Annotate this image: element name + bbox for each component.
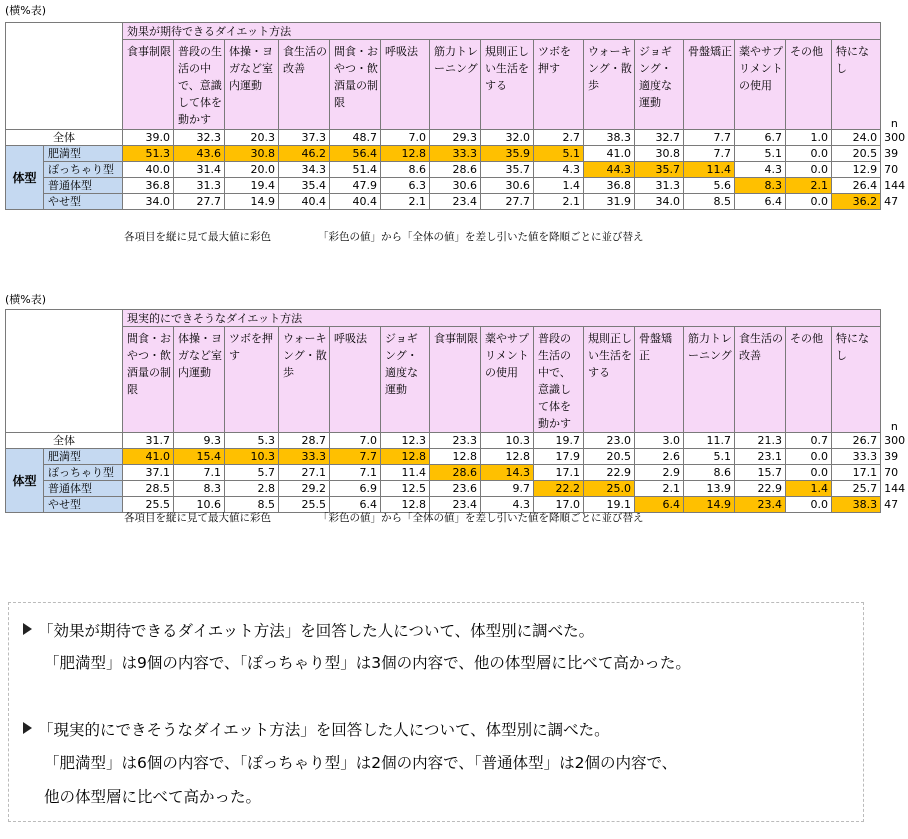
table-cell: 17.1 — [534, 465, 584, 481]
table-cell: 12.3 — [381, 433, 430, 449]
table-cell: 25.5 — [123, 497, 174, 513]
table-cell: 22.9 — [584, 465, 635, 481]
table-cell: 9.3 — [174, 433, 225, 449]
table-cell: 10.3 — [481, 433, 534, 449]
table-cell: 6.9 — [330, 481, 381, 497]
table-cell: 20.3 — [225, 130, 279, 146]
table-cell: 2.8 — [225, 481, 279, 497]
table-cell: 37.1 — [123, 465, 174, 481]
table-cell: 23.6 — [430, 481, 481, 497]
table-cell: 2.1 — [635, 481, 684, 497]
highlighted-cell: 44.3 — [584, 162, 635, 178]
n-value: 39 — [884, 147, 899, 160]
table-cell: 23.3 — [430, 433, 481, 449]
data-table-2 — [5, 309, 908, 513]
row-label: 普通体型 — [44, 481, 123, 497]
table-cell: 40.4 — [330, 194, 381, 210]
column-header: 規則正しい生活をする — [481, 40, 534, 130]
table-cell: 11.4 — [381, 465, 430, 481]
table-cell: 24.0 — [832, 130, 881, 146]
table-cell: 36.8 — [123, 178, 174, 194]
highlighted-cell: 8.3 — [735, 178, 786, 194]
table-cell: 32.3 — [174, 130, 225, 146]
highlighted-cell: 11.4 — [684, 162, 735, 178]
table-cell: 2.1 — [381, 194, 430, 210]
n-header: n — [881, 23, 908, 130]
highlighted-cell: 46.2 — [279, 146, 330, 162]
table-cell: 8.5 — [225, 497, 279, 513]
table-cell: 0.0 — [786, 497, 832, 513]
table-cell: 34.3 — [279, 162, 330, 178]
column-header: 薬やサプリメントの使用 — [481, 327, 534, 433]
table-cell: 19.7 — [534, 433, 584, 449]
group-label: 体型 — [6, 146, 44, 210]
table-cell: 35.7 — [481, 162, 534, 178]
table-cell: 47.9 — [330, 178, 381, 194]
highlighted-cell: 22.2 — [534, 481, 584, 497]
table-cell: 20.0 — [225, 162, 279, 178]
table-cell: 12.9 — [832, 162, 881, 178]
table-cell: 10.6 — [174, 497, 225, 513]
table-cell: 32.0 — [481, 130, 534, 146]
column-header: 普段の生活の中で、意識して体を動かす — [534, 327, 584, 433]
table-cell: 2.7 — [534, 130, 584, 146]
note-1b: 「彩色の値」から「全体の値」を差し引いた値を降順ごとに並び替え — [318, 231, 644, 243]
row-label: やせ型 — [44, 497, 123, 513]
column-header: 呼吸法 — [381, 40, 430, 130]
column-header: 呼吸法 — [330, 327, 381, 433]
table-cell: 23.1 — [735, 449, 786, 465]
table-cell: 15.7 — [735, 465, 786, 481]
row-label: ぽっちゃり型 — [44, 465, 123, 481]
column-header: 骨盤矯正 — [684, 40, 735, 130]
corner-cell — [6, 310, 123, 433]
table-cell: 4.3 — [481, 497, 534, 513]
row-label: 肥満型 — [44, 449, 123, 465]
column-header: ウォーキング・散歩 — [584, 40, 635, 130]
table-cell: 5.6 — [684, 178, 735, 194]
table-cell: 23.4 — [430, 497, 481, 513]
column-header: ツボを押す — [534, 40, 584, 130]
highlighted-cell: 38.3 — [832, 497, 881, 513]
table-row — [6, 146, 908, 162]
highlighted-cell: 28.6 — [430, 465, 481, 481]
column-header: ツボを押す — [225, 327, 279, 433]
table-cell: 8.6 — [684, 465, 735, 481]
table-cell: 31.3 — [635, 178, 684, 194]
table-cell: 34.0 — [123, 194, 174, 210]
table-cell: 25.5 — [279, 497, 330, 513]
unit-label-1: (横%表) — [5, 4, 47, 17]
highlighted-cell: 5.1 — [534, 146, 584, 162]
summary-text-3: 「現実的にできそうなダイエット方法」を回答した人について、体型別に調べた。 — [38, 721, 610, 739]
table-cell: 7.1 — [330, 465, 381, 481]
table-cell: 27.7 — [481, 194, 534, 210]
table-cell: 39.0 — [123, 130, 174, 146]
table-title: 効果が期待できるダイエット方法 — [123, 23, 881, 40]
table-cell: 29.3 — [430, 130, 481, 146]
n-value: 70 — [884, 466, 899, 479]
highlighted-cell: 15.4 — [174, 449, 225, 465]
table-cell: 20.5 — [832, 146, 881, 162]
table-cell: 12.5 — [381, 481, 430, 497]
table-cell: 8.5 — [684, 194, 735, 210]
column-header: 筋力トレーニング — [684, 327, 735, 433]
table-cell: 7.0 — [381, 130, 430, 146]
table-cell: 0.0 — [786, 449, 832, 465]
table-cell: 8.6 — [381, 162, 430, 178]
table-cell: 12.8 — [381, 497, 430, 513]
n-value: 144 — [884, 482, 906, 495]
table-cell: 30.8 — [635, 146, 684, 162]
note-2a: 各項目を縦に見て最大値に彩色 — [124, 512, 271, 524]
column-header: 骨盤矯正 — [635, 327, 684, 433]
table-row — [6, 178, 908, 194]
table-cell: 22.9 — [735, 481, 786, 497]
table-row — [6, 449, 908, 465]
table-cell: 0.0 — [786, 465, 832, 481]
column-header: 普段の生活の中で、意識して体を動かす — [174, 40, 225, 130]
summary-line-2: 「肥満型」は9個の内容で、「ぽっちゃり型」は3個の内容で、他の体型層に比べて高かった。 — [44, 654, 691, 672]
table-cell: 40.0 — [123, 162, 174, 178]
summary-line-5: 他の体型層に比べて高かった。 — [44, 788, 262, 806]
table-cell: 26.7 — [832, 433, 881, 449]
table-cell: 7.7 — [684, 130, 735, 146]
summary-line-4: 「肥満型」は6個の内容で、「ぽっちゃり型」は2個の内容で、「普通体型」は2個の内容で、 — [44, 754, 678, 772]
highlighted-cell: 43.6 — [174, 146, 225, 162]
table-cell: 19.1 — [584, 497, 635, 513]
table-cell: 31.9 — [584, 194, 635, 210]
table-cell: 38.3 — [584, 130, 635, 146]
n-header: n — [881, 310, 908, 433]
table-cell: 3.0 — [635, 433, 684, 449]
note-1a: 各項目を縦に見て最大値に彩色 — [124, 231, 271, 243]
highlighted-cell: 36.2 — [832, 194, 881, 210]
column-header: 特になし — [832, 40, 881, 130]
column-header: 特になし — [832, 327, 881, 433]
table-cell: 8.3 — [174, 481, 225, 497]
table-cell: 2.9 — [635, 465, 684, 481]
n-value: 144 — [884, 179, 906, 192]
table-cell: 5.3 — [225, 433, 279, 449]
n-value: 47 — [884, 195, 899, 208]
table-cell: 4.3 — [534, 162, 584, 178]
table-cell: 13.9 — [684, 481, 735, 497]
note-2b: 「彩色の値」から「全体の値」を差し引いた値を降順ごとに並び替え — [318, 512, 644, 524]
table-cell: 17.0 — [534, 497, 584, 513]
table-cell: 27.1 — [279, 465, 330, 481]
summary-line-3 — [23, 720, 610, 740]
table-cell: 35.4 — [279, 178, 330, 194]
summary-text-1: 「効果が期待できるダイエット方法」を回答した人について、体型別に調べた。 — [38, 622, 595, 640]
n-value: 300 — [884, 131, 906, 144]
highlighted-cell: 51.3 — [123, 146, 174, 162]
table-cell: 12.8 — [481, 449, 534, 465]
highlighted-cell: 41.0 — [123, 449, 174, 465]
table-cell: 19.4 — [225, 178, 279, 194]
table-cell: 1.0 — [786, 130, 832, 146]
table-cell: 17.1 — [832, 465, 881, 481]
highlighted-cell: 10.3 — [225, 449, 279, 465]
row-label: 肥満型 — [44, 146, 123, 162]
table-cell: 30.6 — [430, 178, 481, 194]
table-cell: 34.0 — [635, 194, 684, 210]
highlighted-cell: 25.0 — [584, 481, 635, 497]
table-cell: 6.4 — [735, 194, 786, 210]
table-cell: 41.0 — [584, 146, 635, 162]
column-header: 食生活の改善 — [735, 327, 786, 433]
highlighted-cell: 14.3 — [481, 465, 534, 481]
highlighted-cell: 33.3 — [279, 449, 330, 465]
row-label: やせ型 — [44, 194, 123, 210]
table-cell: 23.0 — [584, 433, 635, 449]
table-cell: 40.4 — [279, 194, 330, 210]
highlighted-cell: 2.1 — [786, 178, 832, 194]
table-cell: 21.3 — [735, 433, 786, 449]
table-cell: 31.4 — [174, 162, 225, 178]
highlighted-cell: 6.4 — [635, 497, 684, 513]
n-value: 47 — [884, 498, 899, 511]
column-header: 間食・おやつ・飲酒量の制限 — [330, 40, 381, 130]
table-cell: 28.6 — [430, 162, 481, 178]
table-cell: 6.3 — [381, 178, 430, 194]
column-header: 間食・おやつ・飲酒量の制限 — [123, 327, 174, 433]
table-cell: 11.7 — [684, 433, 735, 449]
table-cell: 33.3 — [832, 449, 881, 465]
highlighted-cell: 30.8 — [225, 146, 279, 162]
table-cell: 1.4 — [534, 178, 584, 194]
highlighted-cell: 35.7 — [635, 162, 684, 178]
highlighted-cell: 35.9 — [481, 146, 534, 162]
highlighted-cell: 12.8 — [381, 449, 430, 465]
table-row — [6, 497, 908, 513]
table-cell: 7.7 — [684, 146, 735, 162]
table-cell: 2.6 — [635, 449, 684, 465]
table-cell: 7.0 — [330, 433, 381, 449]
group-label: 体型 — [6, 449, 44, 513]
table-cell: 6.4 — [330, 497, 381, 513]
table-row — [6, 162, 908, 178]
table-cell: 29.2 — [279, 481, 330, 497]
table-cell: 31.7 — [123, 433, 174, 449]
column-header: 筋力トレーニング — [430, 40, 481, 130]
table-cell: 28.7 — [279, 433, 330, 449]
column-header: 体操・ヨガなど室内運動 — [225, 40, 279, 130]
table-cell: 51.4 — [330, 162, 381, 178]
table-row — [6, 465, 908, 481]
table-cell: 5.1 — [684, 449, 735, 465]
bullet-arrow-icon — [23, 722, 32, 734]
table-cell: 26.4 — [832, 178, 881, 194]
row-label-total: 全体 — [6, 130, 123, 146]
column-header: 食生活の改善 — [279, 40, 330, 130]
table-cell: 48.7 — [330, 130, 381, 146]
table-title: 現実的にできそうなダイエット方法 — [123, 310, 881, 327]
table-cell: 12.8 — [430, 449, 481, 465]
table-cell: 5.1 — [735, 146, 786, 162]
table-row — [6, 481, 908, 497]
n-value: 39 — [884, 450, 899, 463]
table-cell: 17.9 — [534, 449, 584, 465]
highlighted-cell: 23.4 — [735, 497, 786, 513]
column-header: ウォーキング・散歩 — [279, 327, 330, 433]
table-cell: 5.7 — [225, 465, 279, 481]
unit-label-2: (横%表) — [5, 293, 47, 306]
table-cell: 36.8 — [584, 178, 635, 194]
column-header: 食事制限 — [123, 40, 174, 130]
table-cell: 0.0 — [786, 194, 832, 210]
table-cell: 7.1 — [174, 465, 225, 481]
table-cell: 37.3 — [279, 130, 330, 146]
column-header: 体操・ヨガなど室内運動 — [174, 327, 225, 433]
highlighted-cell: 12.8 — [381, 146, 430, 162]
table-cell: 2.1 — [534, 194, 584, 210]
table-cell: 0.0 — [786, 162, 832, 178]
table-cell: 0.0 — [786, 146, 832, 162]
table-cell: 4.3 — [735, 162, 786, 178]
column-header: 規則正しい生活をする — [584, 327, 635, 433]
column-header: 薬やサプリメントの使用 — [735, 40, 786, 130]
column-header: ジョギング・適度な運動 — [635, 40, 684, 130]
table-cell: 23.4 — [430, 194, 481, 210]
row-label: ぽっちゃり型 — [44, 162, 123, 178]
row-label-total: 全体 — [6, 433, 123, 449]
highlighted-cell: 14.9 — [684, 497, 735, 513]
summary-line-1 — [23, 621, 594, 641]
summary-box — [8, 602, 864, 822]
n-value: 300 — [884, 434, 906, 447]
table-cell: 14.9 — [225, 194, 279, 210]
column-header: ジョギング・適度な運動 — [381, 327, 430, 433]
table-cell: 9.7 — [481, 481, 534, 497]
row-label: 普通体型 — [44, 178, 123, 194]
data-table-1 — [5, 22, 908, 210]
column-header: その他 — [786, 40, 832, 130]
highlighted-cell: 1.4 — [786, 481, 832, 497]
table-cell: 31.3 — [174, 178, 225, 194]
table-cell: 28.5 — [123, 481, 174, 497]
highlighted-cell: 56.4 — [330, 146, 381, 162]
highlighted-cell: 33.3 — [430, 146, 481, 162]
table-cell: 6.7 — [735, 130, 786, 146]
column-header: 食事制限 — [430, 327, 481, 433]
bullet-arrow-icon — [23, 623, 32, 635]
column-header: その他 — [786, 327, 832, 433]
table-cell: 27.7 — [174, 194, 225, 210]
table-row — [6, 194, 908, 210]
table-cell: 0.7 — [786, 433, 832, 449]
corner-cell — [6, 23, 123, 130]
table-cell: 20.5 — [584, 449, 635, 465]
highlighted-cell: 7.7 — [330, 449, 381, 465]
table-cell: 25.7 — [832, 481, 881, 497]
table-cell: 30.6 — [481, 178, 534, 194]
table-cell: 32.7 — [635, 130, 684, 146]
n-value: 70 — [884, 163, 899, 176]
